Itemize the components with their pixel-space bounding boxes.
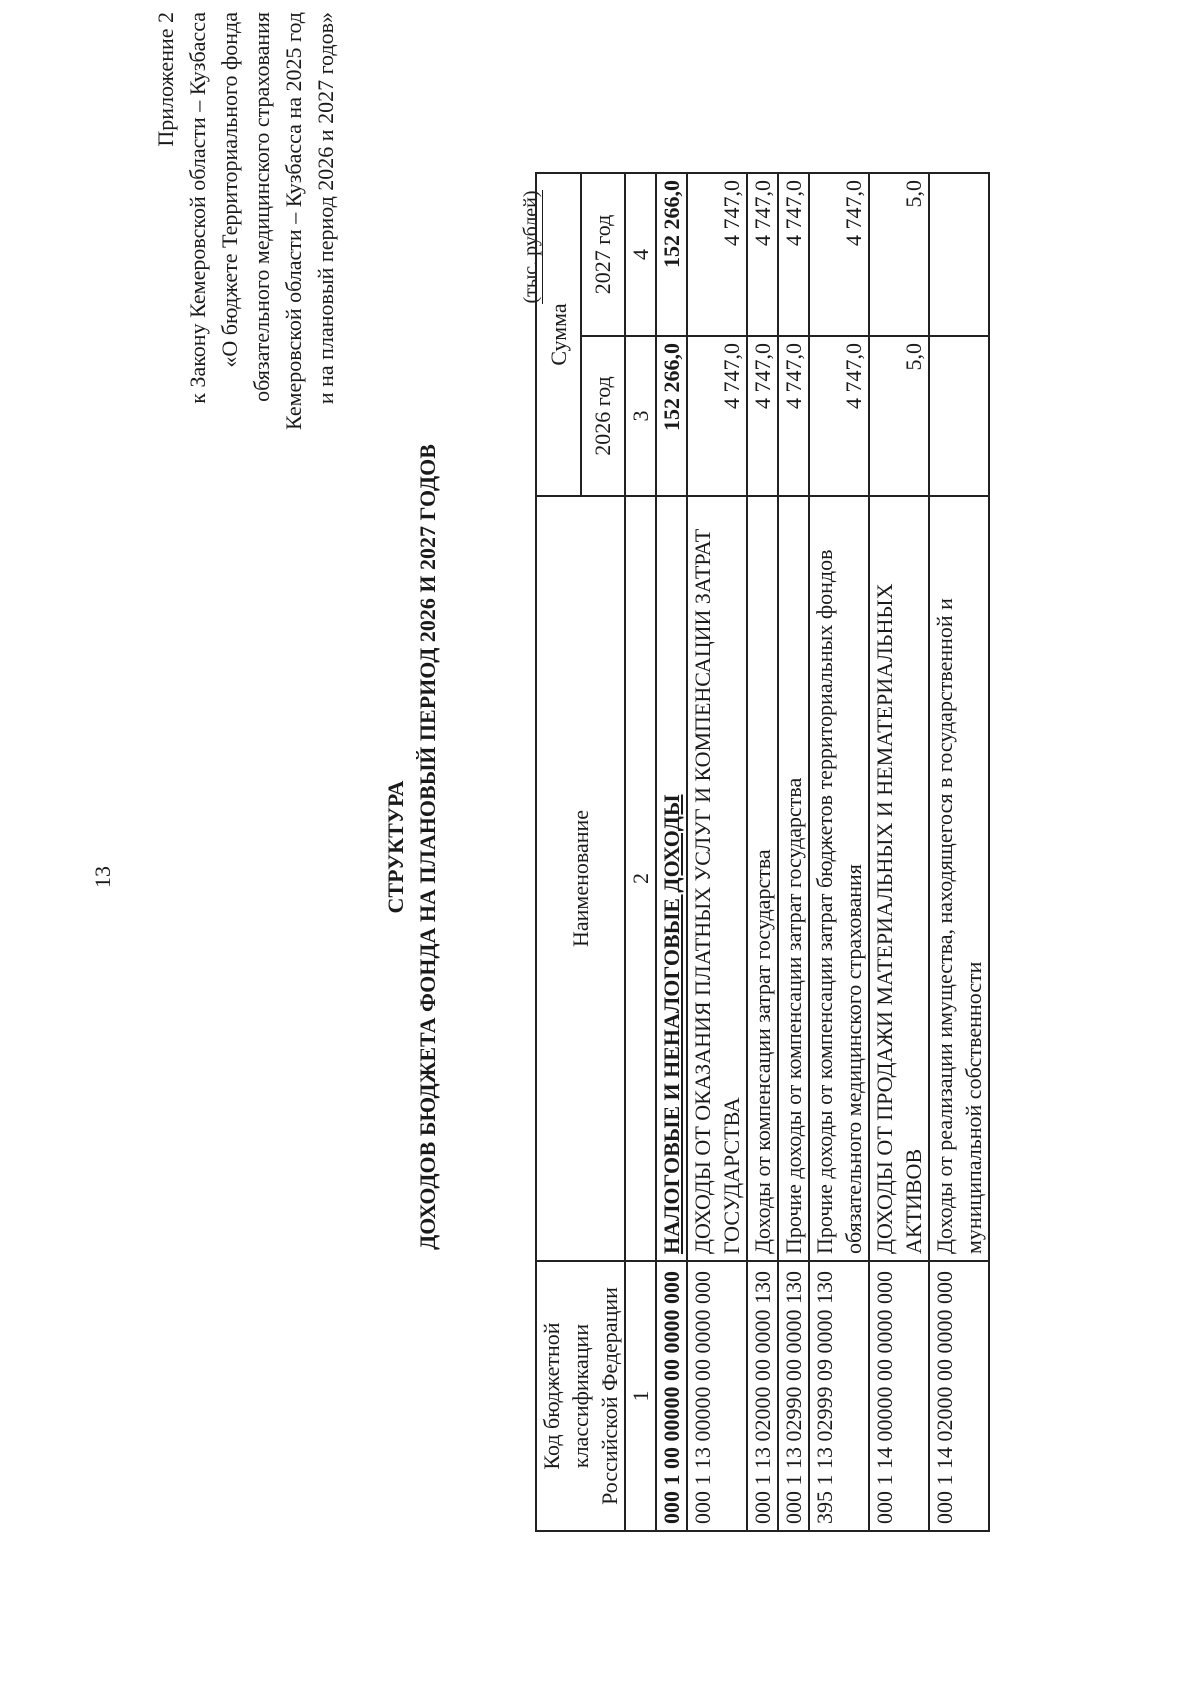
row-code: 000 1 14 02000 00 0000 000	[929, 1261, 989, 1531]
appendix-line: обязательного медицинского страхования	[249, 12, 274, 402]
column-index: 2	[625, 496, 656, 1261]
row-value-2026: 5,0	[869, 336, 929, 496]
row-value-2027: 4 747,0	[778, 173, 809, 336]
row-value-2027: 4 747,0	[809, 173, 869, 336]
row-value-2026: 4 747,0	[809, 336, 869, 496]
row-name: ДОХОДЫ ОТ ПРОДАЖИ МАТЕРИАЛЬНЫХ И НЕМАТЕРИАЛЬНЫХ АКТИВОВ	[869, 496, 929, 1261]
row-value-2026	[929, 336, 989, 496]
column-index: 3	[625, 336, 656, 496]
row-code: 000 1 13 02990 00 0000 130	[778, 1261, 809, 1531]
appendix-reference	[150, 12, 342, 542]
appendix-line: и на плановый период 2026 и 2027 годов»	[313, 12, 338, 405]
row-name: Прочие доходы от компенсации затрат государства	[778, 496, 809, 1261]
column-index: 1	[625, 1261, 656, 1531]
table-row	[656, 173, 687, 1531]
row-code: 000 1 13 02000 00 0000 130	[747, 1261, 778, 1531]
appendix-line: «О бюджете Территориального фонда	[217, 12, 242, 368]
row-name: Прочие доходы от компенсации затрат бюджетов территориальных фондов обязательного медицинского страхования	[809, 496, 869, 1261]
table-row	[687, 173, 747, 1531]
row-value-2026: 4 747,0	[687, 336, 747, 496]
appendix-line: Кемеровской области – Кузбасса на 2025 год	[281, 12, 306, 430]
column-index: 4	[625, 173, 656, 336]
row-value-2026: 152 266,0	[656, 336, 687, 496]
revenue-table	[535, 172, 990, 1532]
row-value-2027: 152 266,0	[656, 173, 687, 336]
row-value-2026: 4 747,0	[747, 336, 778, 496]
units-label: (тыс. рублей)	[520, 190, 542, 304]
appendix-line: к Закону Кемеровской области – Кузбасса	[185, 12, 210, 404]
table-row	[809, 173, 869, 1531]
table-header-row	[536, 173, 581, 1531]
table-row	[778, 173, 809, 1531]
row-code: 000 1 00 00000 00 0000 000	[656, 1261, 687, 1531]
table-row	[869, 173, 929, 1531]
header-sum: Сумма	[536, 173, 581, 496]
document-title	[380, 337, 444, 1357]
row-name: Доходы от реализации имущества, находящегося в государственной и муниципальной собственности	[929, 496, 989, 1261]
title-line-1: СТРУКТУРА	[383, 780, 408, 914]
header-name: Наименование	[536, 496, 625, 1261]
header-year-2026: 2026 год	[581, 336, 626, 496]
row-code: 000 1 14 00000 00 0000 000	[869, 1261, 929, 1531]
table-row	[929, 173, 989, 1531]
row-value-2027: 4 747,0	[747, 173, 778, 336]
page-number: 13	[90, 866, 115, 888]
header-year-2027: 2027 год	[581, 173, 626, 336]
row-code: 395 1 13 02999 09 0000 130	[809, 1261, 869, 1531]
header-code: Код бюджетной классификации Российской Федерации	[536, 1261, 625, 1531]
appendix-line: Приложение 2	[153, 12, 178, 147]
title-line-2: ДОХОДОВ БЮДЖЕТА ФОНДА НА ПЛАНОВЫЙ ПЕРИОД 2026 И 2027 ГОДОВ	[415, 444, 440, 1250]
row-value-2027	[929, 173, 989, 336]
row-name: ДОХОДЫ ОТ ОКАЗАНИЯ ПЛАТНЫХ УСЛУГ И КОМПЕНСАЦИИ ЗАТРАТ ГОСУДАРСТВА	[687, 496, 747, 1261]
row-value-2027: 5,0	[869, 173, 929, 336]
table-row	[747, 173, 778, 1531]
row-value-2026: 4 747,0	[778, 336, 809, 496]
row-name: Доходы от компенсации затрат государства	[747, 496, 778, 1261]
row-name: НАЛОГОВЫЕ И НЕНАЛОГОВЫЕ ДОХОДЫ	[656, 496, 687, 1261]
row-value-2027: 4 747,0	[687, 173, 747, 336]
row-code: 000 1 13 00000 00 0000 000	[687, 1261, 747, 1531]
column-index-row	[625, 173, 656, 1531]
